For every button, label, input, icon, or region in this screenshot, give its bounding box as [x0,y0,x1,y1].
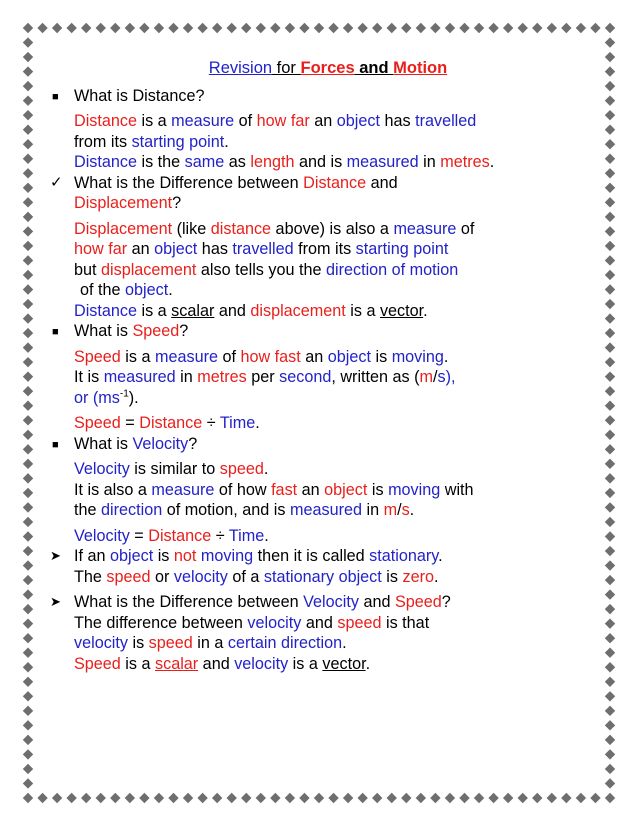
border-diamond [23,735,33,745]
border-diamond [576,23,586,33]
border-diamond [561,793,571,803]
border-diamond [532,793,542,803]
title-motion: Motion [393,59,448,77]
border-diamond [503,23,513,33]
border-diamond [23,371,33,381]
border-diamond [314,793,324,803]
border-diamond [23,23,33,33]
border-diamond [605,793,615,803]
border-diamond [110,793,120,803]
border-diamond [23,488,33,498]
border-diamond [372,793,382,803]
border-diamond [459,23,469,33]
border-diamond [459,793,469,803]
border-diamond [96,793,106,803]
border-diamond [23,81,33,91]
border-diamond [23,313,33,323]
border-diamond [605,749,615,759]
border-diamond [168,793,178,803]
border-diamond [23,604,33,614]
border-diamond [197,23,207,33]
border-diamond [416,23,426,33]
line: or $(ms^{-1})$. [74,388,139,407]
border-diamond [23,589,33,599]
border-diamond [183,793,193,803]
border-diamond [66,23,76,33]
border-diamond [23,95,33,105]
border-diamond [23,502,33,512]
border-diamond [547,793,557,803]
border-diamond [23,648,33,658]
border-diamond [357,793,367,803]
border-diamond [23,618,33,628]
border-diamond [23,662,33,672]
border-diamond [23,255,33,265]
title-forces: Forces [300,59,355,77]
border-diamond [256,793,266,803]
square-bullet-icon: ■ [52,90,59,103]
border-diamond [23,66,33,76]
line: Displacement (like distance above) is also a measure of [74,219,475,238]
border-diamond [23,531,33,541]
border-diamond [23,749,33,759]
line: Speed = Distance ÷ Time. [74,414,260,432]
title-for: for [272,59,301,77]
border-diamond [23,183,33,193]
border-diamond [23,328,33,338]
border-diamond [23,168,33,178]
border-diamond [52,793,62,803]
border-diamond [23,430,33,440]
border-diamond [23,517,33,527]
border-diamond [343,793,353,803]
question-displacement: ✓ What is the Difference between Distance and Displacement? [50,173,398,212]
border-diamond [23,154,33,164]
question-velocity: ■ What is Velocity? [48,434,608,455]
border-diamond [605,735,615,745]
border-diamond [23,720,33,730]
border-diamond [387,23,397,33]
border-diamond [52,23,62,33]
line: from its starting point. [74,132,229,151]
line: how far an object has travelled from its starting point [74,240,449,258]
line: It is measured in metres per second, written as (m/s), [74,368,456,386]
line: Velocity is similar to speed. [74,460,269,478]
border-diamond [372,23,382,33]
border-diamond [488,23,498,33]
answer-displacement [48,219,608,322]
arrow-bullet-icon: ➤ [50,594,61,609]
square-bullet-icon: ■ [52,326,59,338]
line: but displacement also tells you the direction of motion [74,260,459,279]
line: Distance is a measure of how far an object has travelled [74,112,477,130]
border-diamond [154,23,164,33]
border-diamond [518,23,528,33]
border-diamond [605,677,615,687]
border-diamond [605,764,615,774]
border-diamond [139,23,149,33]
border-diamond [299,23,309,33]
border-diamond [154,793,164,803]
border-diamond [605,37,615,47]
border-diamond [23,706,33,716]
border-diamond [81,23,91,33]
border-diamond [23,241,33,251]
line: Velocity = Distance ÷ Time. [74,526,269,545]
page-title [48,58,608,79]
border-diamond [227,23,237,33]
border-diamond [183,23,193,33]
border-diamond [605,778,615,788]
border-diamond [488,793,498,803]
border-diamond [212,793,222,803]
border-diamond [576,793,586,803]
arrow-bullet-icon: ➤ [50,548,61,563]
border-diamond [590,23,600,33]
line: the direction of motion, and is measured in m/s. [74,501,415,519]
border-diamond [139,793,149,803]
answer-distance [48,111,608,173]
border-diamond [328,23,338,33]
border-diamond [23,691,33,701]
question-text: What is Distance? [74,86,205,105]
border-diamond [474,23,484,33]
answer-velocity [48,459,608,546]
border-diamond [605,720,615,730]
border-diamond [125,793,135,803]
border-diamond [23,560,33,570]
note-stationary: ➤ If an object is not moving then it is called stationary. The speed or velocity of a stationary object is zero. [50,547,443,586]
border-diamond [23,124,33,134]
border-diamond [285,23,295,33]
border-diamond [66,793,76,803]
border-diamond [23,226,33,236]
border-diamond [314,23,324,33]
border-diamond [110,23,120,33]
border-diamond [23,546,33,556]
border-diamond [23,401,33,411]
border-diamond [37,23,47,33]
border-diamond [547,23,557,33]
border-diamond [387,793,397,803]
border-diamond [23,677,33,687]
border-diamond [285,793,295,803]
border-diamond [23,284,33,294]
border-diamond [23,342,33,352]
border-diamond [23,212,33,222]
border-diamond [23,386,33,396]
border-diamond [445,23,455,33]
question-speed: ■ What is Speed? [48,321,608,342]
border-diamond [590,793,600,803]
line: of the object. [80,281,173,299]
border-diamond [605,691,615,701]
border-diamond [168,23,178,33]
border-diamond [23,110,33,120]
border-diamond [256,23,266,33]
checkmark-bullet-icon: ✓ [50,173,63,191]
border-diamond [23,299,33,309]
border-diamond [23,633,33,643]
border-diamond [197,793,207,803]
border-diamond [445,793,455,803]
document-body [48,58,608,674]
line: Speed is a measure of how fast an object is moving. [74,347,449,366]
border-diamond [241,23,251,33]
border-diamond [299,793,309,803]
title-and: and [354,59,394,77]
answer-speed [48,347,608,434]
border-diamond [23,473,33,483]
border-diamond [23,459,33,469]
border-diamond [343,23,353,33]
border-diamond [23,197,33,207]
border-diamond [212,23,222,33]
border-diamond [227,793,237,803]
border-diamond [328,793,338,803]
title-revision: Revision [208,59,273,77]
border-diamond [23,37,33,47]
question-distance [48,86,608,107]
border-diamond [532,23,542,33]
border-diamond [23,793,33,803]
border-diamond [125,23,135,33]
border-diamond [241,793,251,803]
border-diamond [23,764,33,774]
square-bullet-icon: ■ [52,438,59,451]
border-diamond [23,415,33,425]
border-diamond [416,793,426,803]
border-diamond [23,357,33,367]
border-diamond [23,270,33,280]
border-diamond [96,23,106,33]
border-diamond [605,706,615,716]
border-diamond [270,23,280,33]
border-diamond [401,23,411,33]
border-diamond [23,52,33,62]
line: Distance is the same as length and is measured in metres. [74,153,495,171]
border-diamond [23,778,33,788]
border-diamond [401,793,411,803]
border-diamond [474,793,484,803]
border-diamond [430,793,440,803]
line: Distance is a scalar and displacement is a vector. [74,301,428,320]
border-diamond [270,793,280,803]
border-diamond [23,575,33,585]
border-diamond [503,793,513,803]
border-diamond [518,793,528,803]
border-diamond [23,444,33,454]
border-diamond [357,23,367,33]
border-diamond [23,139,33,149]
border-diamond [430,23,440,33]
border-diamond [37,793,47,803]
border-diamond [605,23,615,33]
line: It is also a measure of how fast an object is moving with [74,480,474,499]
question-velocity-vs-speed: ➤ What is the Difference between Velocity and Speed? The difference between velocity and speed is that velocity is speed in a certain direction. Speed is a scalar and velocity is a vector. [50,593,451,673]
border-diamond [81,793,91,803]
border-diamond [561,23,571,33]
